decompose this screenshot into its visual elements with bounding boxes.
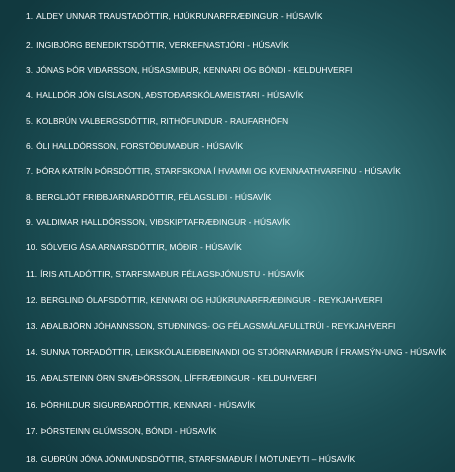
item-text: SÓLVEIG ÁSA ARNARSDÓTTIR, MÓÐIR - HÚSAVÍK bbox=[40, 242, 242, 252]
item-number: 9. bbox=[26, 217, 34, 227]
item-number: 2. bbox=[26, 40, 34, 50]
item-number: 12. bbox=[26, 295, 38, 305]
item-number: 15. bbox=[26, 373, 38, 383]
list-item bbox=[26, 138, 243, 154]
list-item bbox=[26, 423, 216, 439]
list-item bbox=[26, 189, 271, 205]
item-text: SUNNA TORFADÓTTIR, LEIKSKÓLALEIÐBEINANDI OG STJÓRNARMAÐUR Í FRAMSÝN-UNG - HÚSAVÍK bbox=[40, 347, 447, 357]
item-text: KOLBRÚN VALBERGSDÓTTIR, RITHÖFUNDUR - RAUFARHÖFN bbox=[36, 116, 289, 126]
item-text: VALDIMAR HALLDÓRSSON, VIÐSKIPTAFRÆÐINGUR - HÚSAVÍK bbox=[36, 217, 291, 227]
item-text: ALDEY UNNAR TRAUSTADÓTTIR, HJÚKRUNARFRÆÐINGUR - HÚSAVÍK bbox=[36, 11, 323, 21]
list-item bbox=[26, 451, 355, 467]
item-number: 18. bbox=[26, 454, 38, 464]
item-number: 17. bbox=[26, 426, 38, 436]
item-number: 13. bbox=[26, 321, 38, 331]
item-text: AÐALBJÖRN JÓHANNSSON, STUÐNINGS- OG FÉLAGSMÁLAFULLTRÚI - REYKJAHVERFI bbox=[40, 321, 396, 331]
item-number: 14. bbox=[26, 347, 38, 357]
list-item bbox=[26, 239, 242, 255]
list-item bbox=[26, 87, 304, 103]
item-text: ÓLI HALLDÓRSSON, FORSTÖÐUMAÐUR - HÚSAVÍK bbox=[36, 141, 244, 151]
item-text: BERGLIND ÓLAFSDÓTTIR, KENNARI OG HJÚKRUNARFRÆÐINGUR - REYKJAHVERFI bbox=[40, 295, 383, 305]
item-number: 11. bbox=[26, 269, 38, 279]
item-number: 3. bbox=[26, 65, 34, 75]
item-number: 7. bbox=[26, 166, 34, 176]
list-item bbox=[26, 266, 304, 282]
item-text: BERGLJÓT FRIÐBJARNARDÓTTIR, FÉLAGSLIÐI - HÚSAVÍK bbox=[36, 192, 272, 202]
item-text: AÐALSTEINN ÖRN SNÆÞÓRSSON, LÍFFRÆÐINGUR - KELDUHVERFI bbox=[40, 373, 317, 383]
item-text: JÓNAS ÞÓR VIÐARSSON, HÚSASMIÐUR, KENNARI OG BÓNDI - KELDUHVERFI bbox=[36, 65, 353, 75]
item-number: 8. bbox=[26, 192, 34, 202]
item-text: ÞÓRA KATRÍN ÞÓRSDÓTTIR, STARFSKONA Í HVAMMI OG KVENNAATHVARFINU - HÚSAVÍK bbox=[36, 166, 401, 176]
item-number: 16. bbox=[26, 400, 38, 410]
item-number: 1. bbox=[26, 11, 34, 21]
list-item bbox=[26, 397, 255, 413]
list-item bbox=[26, 370, 317, 386]
list-item bbox=[26, 318, 395, 334]
item-text: HALLDÓR JÓN GÍSLASON, AÐSTOÐARSKÓLAMEISTARI - HÚSAVÍK bbox=[36, 90, 304, 100]
list-item bbox=[26, 113, 288, 129]
item-text: ÞÓRSTEINN GLÚMSSON, BÓNDI - HÚSAVÍK bbox=[40, 426, 217, 436]
item-text: ÞÓRHILDUR SIGURÐARDÓTTIR, KENNARI - HÚSAVÍK bbox=[40, 400, 256, 410]
item-text: INGIBJÖRG BENEDIKTSDÓTTIR, VERKEFNASTJÓRI - HÚSAVÍK bbox=[36, 40, 289, 50]
list-item bbox=[26, 8, 323, 24]
list-item bbox=[26, 344, 446, 360]
list-item bbox=[26, 62, 352, 78]
list-item bbox=[26, 163, 401, 179]
item-text: GUÐRÚN JÓNA JÓNMUNDSDÓTTIR, STARFSMAÐUR Í MÖTUNEYTI – HÚSAVÍK bbox=[40, 454, 356, 464]
item-number: 5. bbox=[26, 116, 34, 126]
list-item bbox=[26, 292, 382, 308]
list-item bbox=[26, 214, 290, 230]
item-text: ÍRIS ATLADÓTTIR, STARFSMAÐUR FÉLAGSÞJÓNUSTU - HÚSAVÍK bbox=[40, 269, 305, 279]
list-item bbox=[26, 37, 289, 53]
item-number: 6. bbox=[26, 141, 34, 151]
item-number: 10. bbox=[26, 242, 38, 252]
item-number: 4. bbox=[26, 90, 34, 100]
